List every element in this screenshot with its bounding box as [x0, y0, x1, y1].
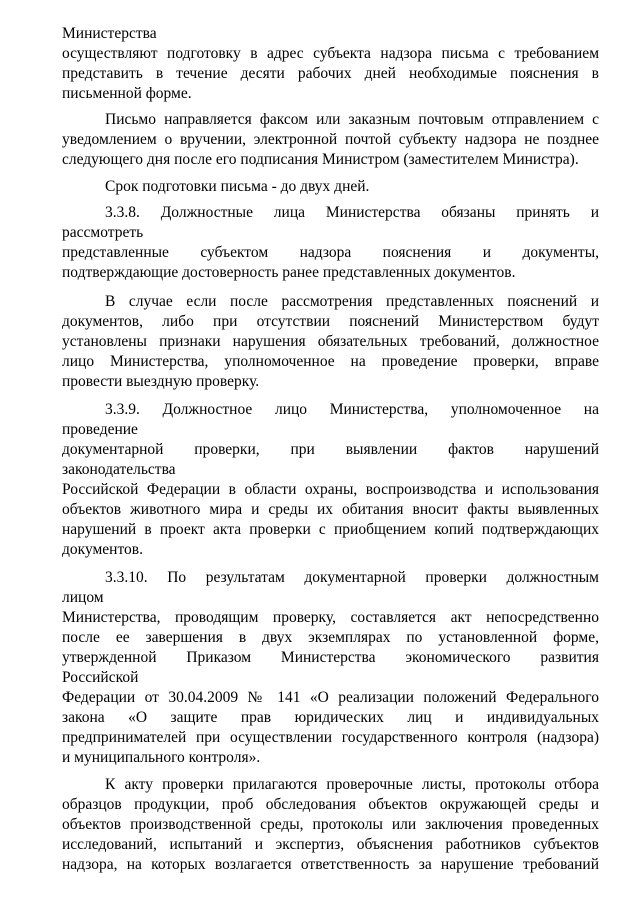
text-line: провести выездную проверку.: [62, 373, 260, 390]
text-line: образцов продукции, проб обследования объектов окружающей среды и: [62, 796, 599, 813]
text-line: следующего дня после его подписания Министром (заместителем Министра).: [62, 151, 579, 168]
text-line: утвержденной Приказом Министерства экономического развития: [62, 649, 599, 666]
section-heading-3-3-10: 3.3.10. По результатам документарной проверки должностным: [105, 569, 599, 586]
text-line: Министерства: [62, 25, 157, 42]
section-heading-3-3-9: 3.3.9. Должностное лицо Министерства, уполномоченное на: [105, 401, 599, 418]
text-line: уведомлением о вручении, электронной почтой субъекту надзора не позднее: [62, 131, 599, 148]
text-line: Российской: [62, 669, 139, 686]
text-line: осуществляют подготовку в адрес субъекта надзора письма с требованием: [62, 45, 599, 62]
text-line: лицо Министерства, уполномоченное на проведение проверки, вправе: [62, 353, 599, 370]
text-line: Письмо направляется факсом или заказным почтовым отправлением с: [105, 111, 599, 128]
text-line: и муниципального контроля».: [62, 749, 261, 766]
text-line: Министерства, проводящим проверку, составляется акт непосредственно: [62, 609, 599, 626]
text-line: письменной форме.: [62, 85, 192, 102]
text-line: подтверждающие достоверность ранее представленных документов.: [62, 264, 516, 281]
text-line: представить в течение десяти рабочих дней необходимые пояснения в: [62, 65, 599, 82]
text-line: представленные субъектом надзора пояснения и документы,: [62, 244, 599, 261]
text-line: закона «О защите прав юридических лиц и индивидуальных: [62, 709, 599, 726]
text-line: нарушений в проект акта проверки с приобщением копий подтверждающих: [62, 521, 599, 538]
text-line: К акту проверки прилагаются проверочные листы, протоколы отбора: [105, 776, 599, 793]
text-line: законодательства: [62, 461, 176, 478]
section-heading-3-3-8: 3.3.8. Должностные лица Министерства обязаны принять и: [105, 204, 599, 221]
text-line: В случае если после рассмотрения представленных пояснений и: [105, 293, 599, 310]
text-line: объектов животного мира и среды их обитания вносит факты выявленных: [62, 501, 599, 518]
text-line: после ее завершения в двух экземплярах по установленной форме,: [62, 629, 599, 646]
text-line: документарной проверки, при выявлении фактов нарушений: [62, 441, 599, 458]
text-line: установлены признаки нарушения обязательных требований, должностное: [62, 333, 599, 350]
text-line: документов, либо при отсутствии пояснений Министерством будут: [62, 313, 599, 330]
text-line: объектов производственной среды, протоколы или заключения проведенных: [62, 816, 599, 833]
text-line: лицом: [62, 589, 104, 606]
text-line: исследований, испытаний и экспертиз, объяснения работников субъектов: [62, 836, 599, 853]
text-line: документов.: [62, 541, 143, 558]
text-line: Федерации от 30.04.2009 № 141 «О реализации положений Федерального: [62, 689, 599, 706]
text-line: Срок подготовки письма - до двух дней.: [105, 178, 370, 195]
text-line: рассмотреть: [62, 224, 144, 241]
text-line: надзора, на которых возлагается ответственность за нарушение требований: [62, 856, 599, 873]
text-line: предпринимателей при осуществлении государственного контроля (надзора): [62, 729, 599, 746]
text-line: Российской Федерации в области охраны, воспроизводства и использования: [62, 481, 599, 498]
text-line: проведение: [62, 421, 138, 438]
